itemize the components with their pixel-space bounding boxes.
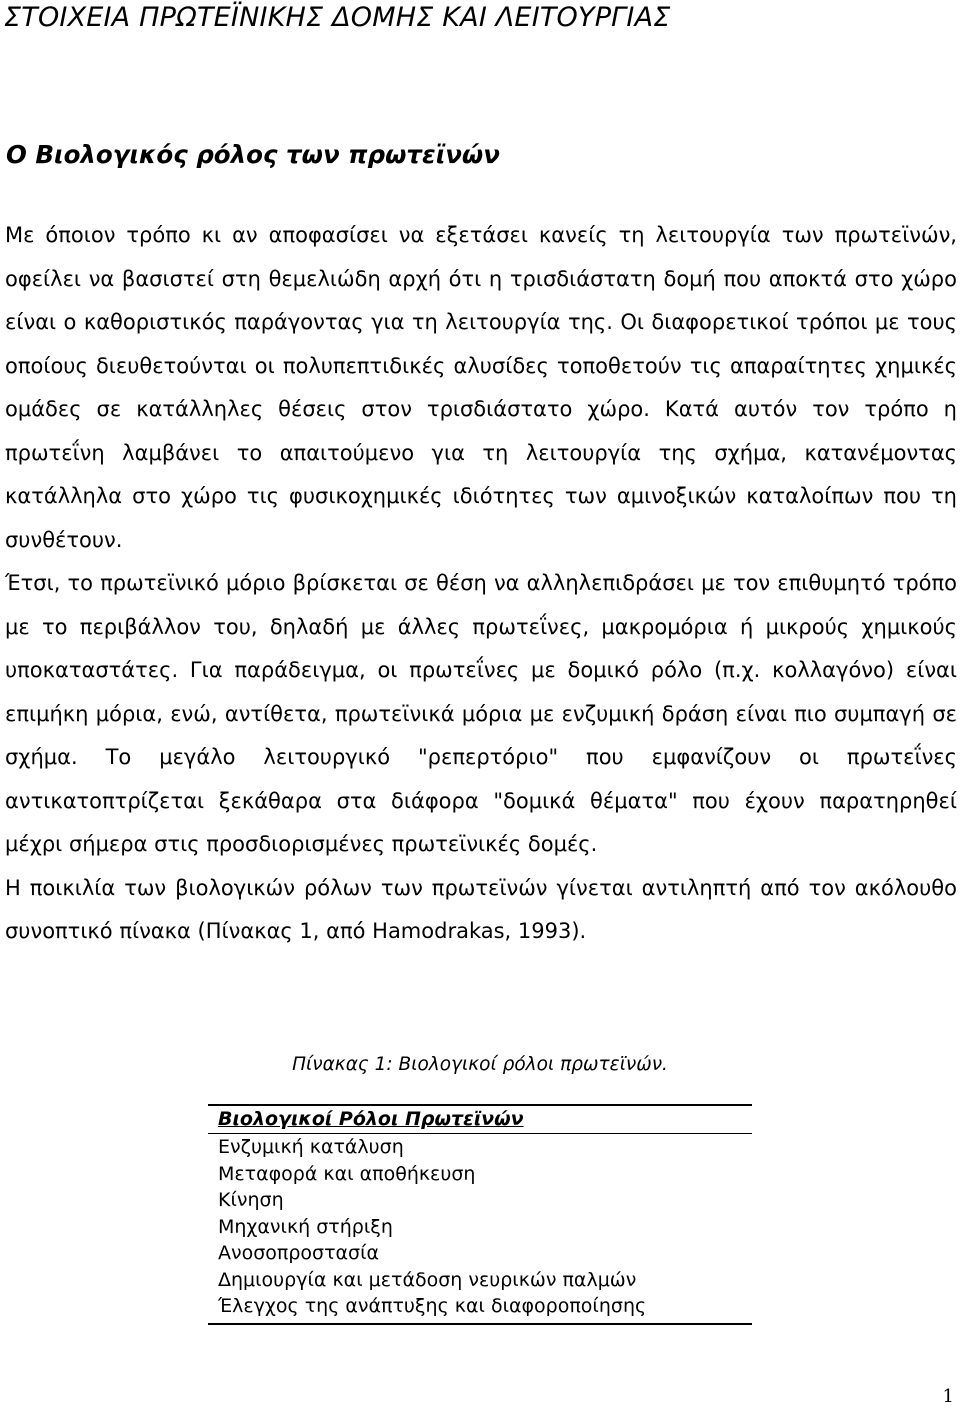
table-row: Ανοσοπροστασία [218,1242,380,1264]
roles-list [208,1134,752,1323]
page-header-title: ΣΤΟΙΧΕΙΑ ΠΡΩΤΕΪΝΙΚΗΣ ΔΟΜΗΣ ΚΑΙ ΛΕΙΤΟΥΡΓΙΑΣ [4,2,671,33]
paragraph-2: Έτσι, το πρωτεϊνικό μόριο βρίσκεται σε θέση να αλληλεπιδράσει με τον επιθυμητό τρόπο με το περιβάλλον του, δηλαδή με άλλες πρωτεΐνες, μακρομόρια ή μικρούς χημικούς υποκαταστάτες. Για παράδειγμα, οι πρωτεΐνες με δομικό ρόλο (π.χ. κολλαγόνο) είναι επιμήκη μόρια, ενώ, αντίθετα, πρωτεϊνικά μόρια με ενζυμική δράση είναι πιο συμπαγή σε σχήμα. Το μεγάλο λειτουργικό "ρεπερτόριο" που εμφανίζουν οι πρωτεΐνες αντικατοπτρίζεται ξεκάθαρα στα διάφορα "δομικά θέματα" που έχουν παρατηρηθεί μέχρι σήμερα στις προσδιορισμένες πρωτεϊνικές δομές. [5,571,957,856]
table-row: Κίνηση [218,1189,284,1211]
page-number: 1 [942,1386,954,1407]
paragraph-3: Η ποικιλία των βιολογικών ρόλων των πρωτεϊνών γίνεται αντιληπτή από τον ακόλουθο συνοπτικό πίνακα (Πίνακας 1, από Hamodrakas, 1993). [5,875,957,943]
table-header [208,1106,752,1134]
table-header-label: Βιολογικοί Ρόλοι Πρωτεϊνών [218,1108,524,1130]
biological-roles-table [208,1104,752,1325]
body-text [5,214,957,954]
table-row: Μεταφορά και αποθήκευση [218,1162,476,1185]
table-row: Ενζυμική κατάλυση [218,1136,404,1158]
table-row: Δημιουργία και μετάδοση νευρικών παλμών [218,1268,637,1291]
table-caption: Πίνακας 1: Βιολογικοί ρόλοι πρωτεϊνών. [292,1054,668,1075]
table-row: Μηχανική στήριξη [218,1215,393,1238]
table-row: Έλεγχος της ανάπτυξης και διαφοροποίησης [218,1295,647,1317]
section-heading: Ο Βιολογικός ρόλος των πρωτεϊνών [6,140,500,169]
paragraph-1: Με όποιον τρόπο κι αν αποφασίσει να εξετάσει κανείς τη λειτουργία των πρωτεϊνών, οφείλει να βασιστεί στη θεμελιώδη αρχή ότι η τρισδιάστατη δομή που αποκτά στο χώρο είναι ο καθοριστικός παράγοντας για τη λειτουργία της. Οι διαφορετικοί τρόποι με τους οποίους διευθετούνται οι πολυπεπτιδικές αλυσίδες τοποθετούν τις απαραίτητες χημικές ομάδες σε κατάλληλες θέσεις στον τρισδιάστατο χώρο. Κατά αυτόν τον τρόπο η πρωτεΐνη λαμβάνει το απαιτούμενο για τη λειτουργία της σχήμα, κατανέμοντας κατάλληλα στο χώρο τις φυσικοχημικές ιδιότητες των αμινοξικών καταλοίπων που τη συνθέτουν. [5,223,957,552]
